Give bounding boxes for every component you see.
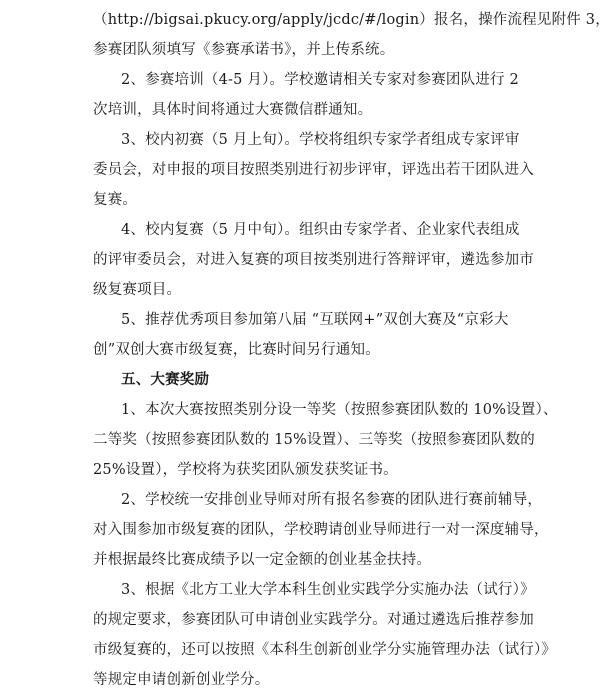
- text-line: 次培训，具体时间将通过大赛微信群通知。: [93, 102, 373, 118]
- text-line: 市级复赛的，还可以按照《本科生创新创业学分实施管理办法（试行）》: [93, 642, 557, 658]
- text-line: 复赛。: [93, 192, 138, 208]
- text-line: 的规定要求，参赛团队可申请创业实践学分。对通过遴选后推荐参加: [93, 612, 534, 628]
- para-registration-cont: [93, 5, 610, 65]
- text-line: 创”双创大赛市级复赛，比赛时间另行通知。: [93, 342, 380, 358]
- para-recommend: [93, 305, 527, 365]
- section-heading: 五、大赛奖励: [121, 371, 210, 388]
- para-award-1: [93, 395, 558, 485]
- text-line: 3、根据《北方工业大学本科生创业实践学分实施办法（试行）》: [121, 582, 535, 598]
- text-line: 4、校内复赛（5 月中旬）。组织由专家学者、企业家代表组成: [121, 222, 520, 238]
- text-line: 对入围参加市级复赛的团队，学校聘请创业导师进行一对一深度辅导，: [93, 522, 549, 538]
- text-line: 2、学校统一安排创业导师对所有报名参赛的团队进行赛前辅导，: [121, 492, 543, 508]
- para-preliminary: [93, 125, 534, 215]
- text-line: 级复赛项目。: [93, 282, 182, 298]
- para-award-2: [93, 485, 549, 575]
- text-line: 等规定申请创新创业学分。: [93, 672, 270, 688]
- text-line: 并根据最终比赛成绩予以一定金额的创业基金扶持。: [93, 552, 432, 568]
- text-line: 1、本次大赛按照类别分设一等奖（按照参赛团队数的 10%设置）、: [121, 402, 558, 418]
- text-line: 5、推荐优秀项目参加第八届 “互联网+”双创大赛及“京彩大: [121, 312, 509, 328]
- para-semifinal: [93, 215, 534, 305]
- text-line: 25%设置），学校将为获奖团队颁发获奖证书。: [93, 462, 398, 478]
- para-award-3: [93, 575, 557, 695]
- text-line: 2、参赛培训（4-5 月）。学校邀请相关专家对参赛团队进行 2: [121, 72, 519, 88]
- text-line: 委员会，对申报的项目按照类别进行初步评审，评选出若干团队进入: [93, 162, 534, 178]
- text-line: 3、校内初赛（5 月上旬）。学校将组织专家学者组成专家评审: [121, 132, 520, 148]
- text-line: 的评审委员会，对进入复赛的项目按类别进行答辩评审，遴选参加市: [93, 252, 534, 268]
- text-line: 二等奖（按照参赛团队数的 15%设置）、三等奖（按照参赛团队数的: [93, 432, 535, 448]
- text-line: （http://bigsai.pkucy.org/apply/jcdc/#/login）报名，操作流程见附件 3，: [93, 12, 610, 28]
- para-training: [93, 65, 527, 125]
- text-line: 参赛团队须填写《参赛承诺书》，并上传系统。: [93, 42, 395, 58]
